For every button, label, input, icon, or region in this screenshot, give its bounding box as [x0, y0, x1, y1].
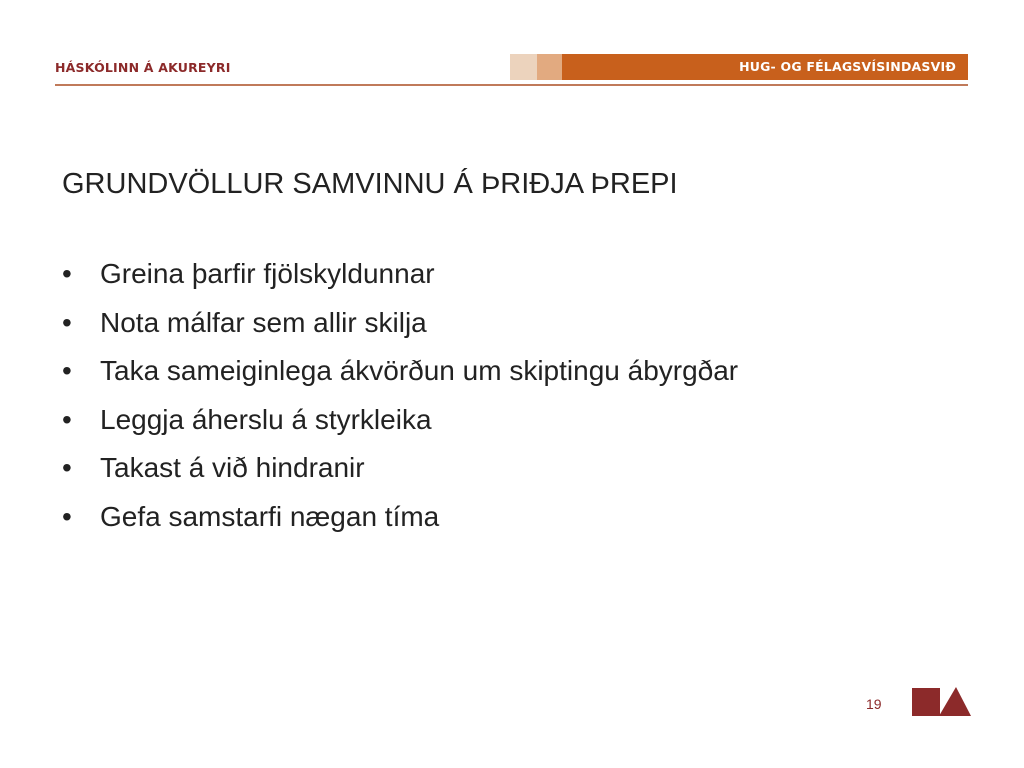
bullet-item — [62, 355, 738, 404]
bullet-item — [62, 307, 738, 356]
university-logo-icon-graphic — [912, 686, 972, 718]
logo-triangle-icon — [939, 687, 971, 716]
department-name: HUG- OG FÉLAGSVÍSINDASVIÐ — [739, 59, 956, 74]
bullet-text: Takast á við hindranir — [100, 452, 365, 483]
header-bar-segment-main — [562, 54, 968, 80]
bullet-item — [62, 501, 738, 550]
bullet-text: Leggja áherslu á styrkleika — [100, 403, 432, 435]
university-name: HÁSKÓLINN Á AKUREYRI — [55, 60, 231, 75]
bullet-text: Greina þarfir fjölskyldunnar — [100, 258, 435, 289]
department-header-bar — [510, 54, 968, 80]
bullet-icon: • — [62, 258, 72, 289]
logo-square-icon — [912, 688, 940, 716]
bullet-item — [62, 258, 738, 307]
bullet-icon: • — [62, 452, 72, 483]
header-bar-segment-light — [510, 54, 537, 80]
header-divider — [55, 84, 968, 86]
bullet-text: Gefa samstarfi nægan tíma — [100, 500, 440, 532]
bullet-text: Nota málfar sem allir skilja — [100, 306, 427, 338]
bullet-item — [62, 404, 738, 453]
bullet-icon: • — [62, 403, 72, 435]
bullet-icon: • — [62, 500, 72, 532]
bullet-text: Taka sameiginlega ákvörðun um skiptingu ábyrgðar — [100, 355, 739, 386]
header-bar-segment-medium — [537, 54, 562, 80]
bullet-icon: • — [62, 355, 72, 386]
bullet-list — [62, 258, 738, 549]
bullet-icon: • — [62, 306, 72, 338]
university-logo-icon — [912, 686, 972, 723]
bullet-item — [62, 452, 738, 501]
page-number: 19 — [866, 696, 882, 712]
slide-title: GRUNDVÖLLUR SAMVINNU Á ÞRIÐJA ÞREPI — [62, 168, 678, 200]
